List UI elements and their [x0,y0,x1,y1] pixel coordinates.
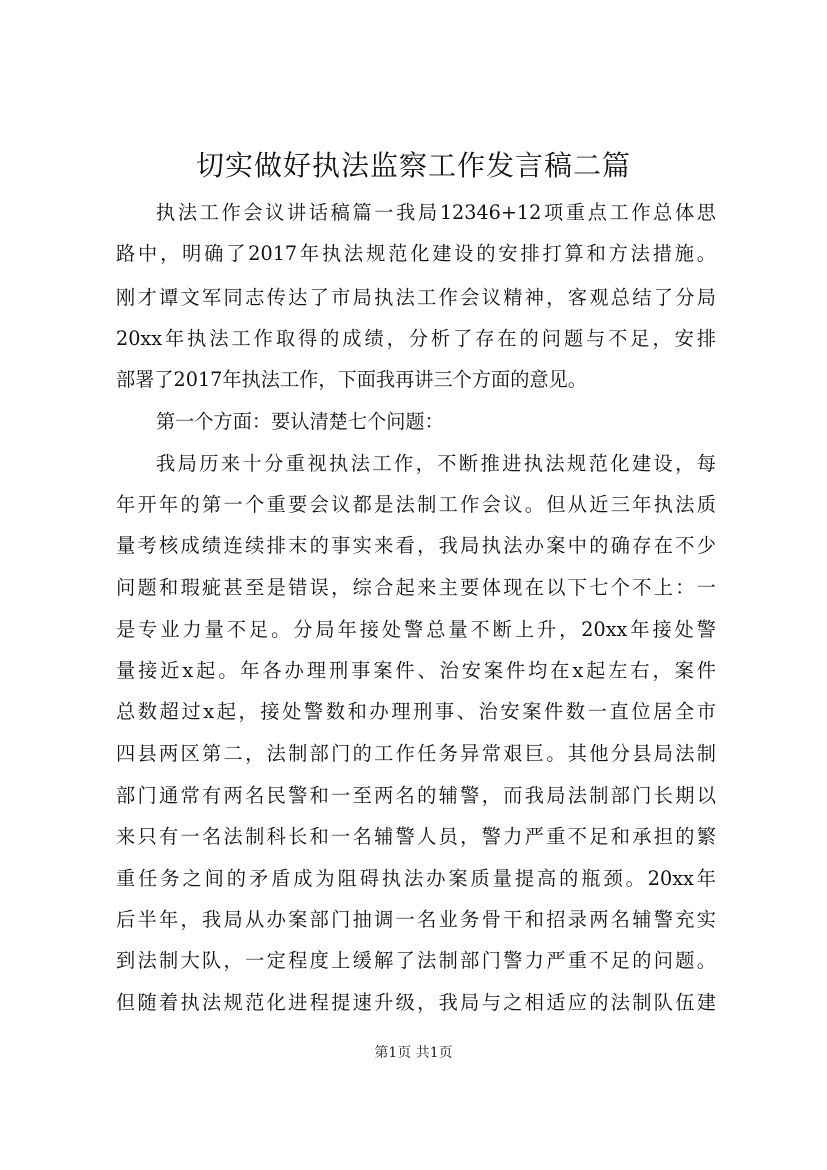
body-line: 年开年的第一个重要会议都是法制工作会议。但从近三年执法质 [116,493,716,516]
body-line: 部署了2017年执法工作，下面我再讲三个方面的意见。 [116,368,587,391]
body-line: 重任务之间的矛盾成为阻碍执法办案质量提高的瓶颈。20xx年 [116,867,716,890]
body-line: 但随着执法规范化进程提速升级，我局与之相适应的法制队伍建 [116,991,716,1014]
body-line: 四县两区第二，法制部门的工作任务异常艰巨。其他分县局法制 [116,742,716,765]
page-title: 切实做好执法监察工作发言稿二篇 [195,149,631,182]
body-line: 部门通常有两名民警和一至两名的辅警，而我局法制部门长期以 [116,784,716,807]
body-line: 20xx年执法工作取得的成绩，分析了存在的问题与不足，安排 [116,327,716,350]
body-line: 我局历来十分重视执法工作，不断推进执法规范化建设，每 [156,452,716,475]
body-line: 总数超过x起，接处警数和办理刑事、治安案件数一直位居全市 [116,700,716,723]
body-line: 执法工作会议讲话稿篇一我局12346+12项重点工作总体思 [156,201,716,224]
section-heading: 第一个方面：要认清楚七个问题： [156,410,444,433]
body-line: 是专业力量不足。分局年接处警总量不断上升，20xx年接处警 [116,618,716,641]
body-line: 路中，明确了2017年执法规范化建设的安排打算和方法措施。 [116,242,716,265]
body-line: 刚才谭文军同志传达了市局执法工作会议精神，客观总结了分局 [116,286,716,309]
body-line: 后半年，我局从办案部门抽调一名业务骨干和招录两名辅警充实 [116,908,716,931]
page-footer: 第1页 共1页 [374,1045,453,1061]
body-line: 来只有一名法制科长和一名辅警人员，警力严重不足和承担的繁 [116,825,716,848]
body-line: 问题和瑕疵甚至是错误，综合起来主要体现在以下七个不上：一 [116,576,716,599]
body-line: 量接近x起。年各办理刑事案件、治安案件均在x起左右，案件 [116,659,716,682]
body-line: 到法制大队，一定程度上缓解了法制部门警力严重不足的问题。 [116,949,716,972]
body-line: 量考核成绩连续排末的事实来看，我局执法办案中的确存在不少 [116,534,716,557]
